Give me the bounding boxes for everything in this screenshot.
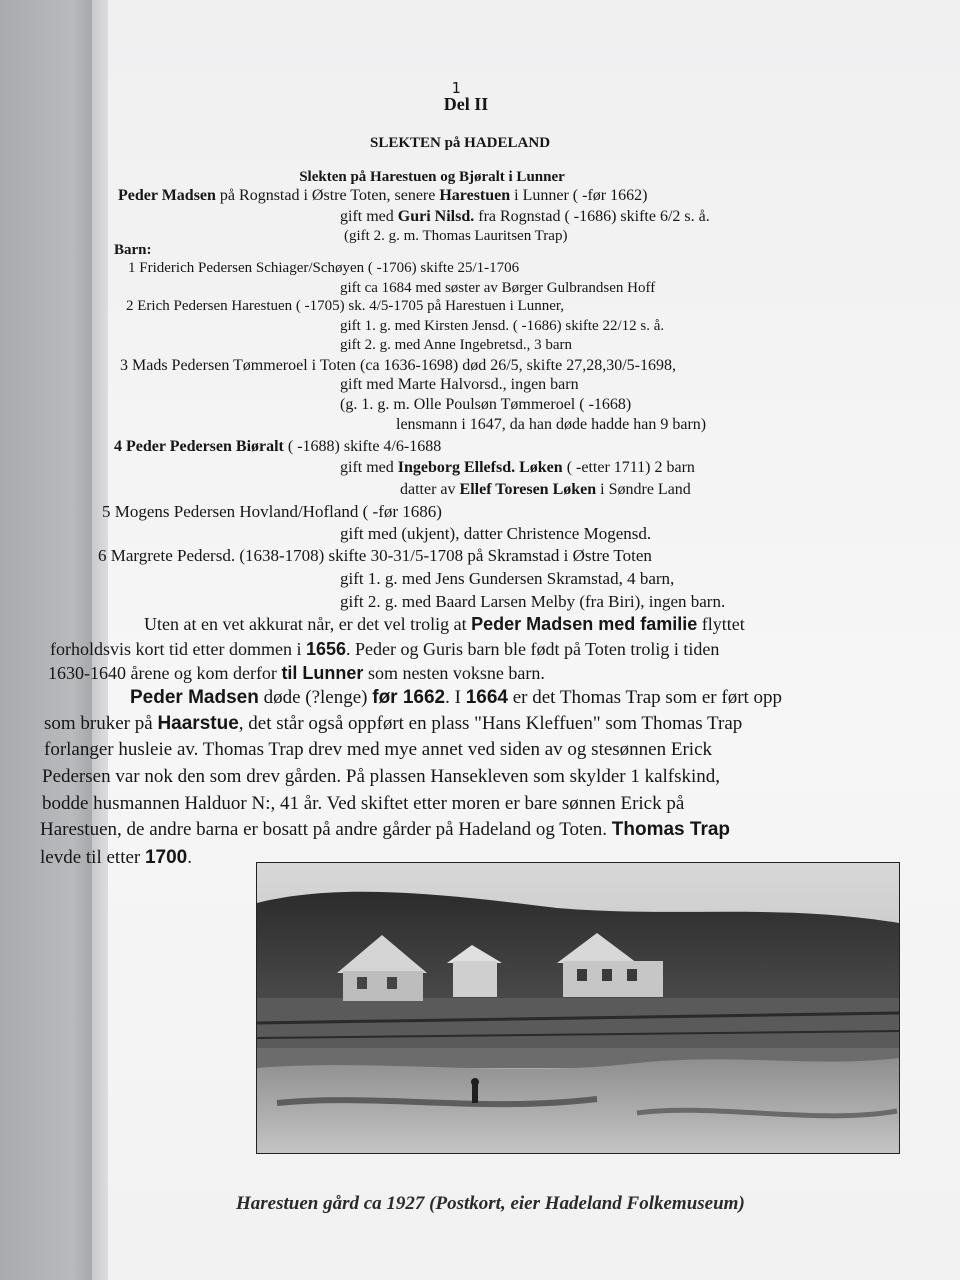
- text: i Lunner ( -før 1662): [510, 187, 648, 204]
- child-3: 3 Mads Pedersen Tømmeroel i Toten (ca 1636-1698) død 26/5, skifte 27,28,30/5-1698,: [120, 357, 676, 374]
- child-4: [114, 438, 441, 456]
- part-heading: Del II: [443, 94, 489, 114]
- child-3-detail-1: gift med Marte Halvorsd., ingen barn: [340, 376, 579, 393]
- text: ( -etter 1711) 2 barn: [562, 459, 695, 476]
- text: Peder Madsen: [130, 687, 259, 708]
- child-4-detail-1: [340, 459, 695, 477]
- para-2-line-2: [44, 714, 742, 735]
- text: på Rognstad i Østre Toten, senere: [215, 187, 440, 204]
- section-heading: Slekten på Harestuen og Bjøralt i Lunner: [299, 169, 565, 185]
- name-ellef-toresen-loken: Ellef Toresen Løken: [459, 481, 597, 498]
- text: som bruker på: [44, 713, 158, 734]
- text: . Peder og Guris barn ble født på Toten trolig i tiden: [346, 639, 720, 659]
- text: Harestuen, de andre barna er bosatt på andre gårder på Hadeland og Toten.: [40, 819, 612, 840]
- barn-label: Barn:: [114, 242, 152, 258]
- head-line-1: [118, 187, 647, 205]
- text: er det Thomas Trap som er ført opp: [507, 687, 783, 708]
- text: .: [187, 847, 193, 868]
- text: 1630-1640 årene og kom derfor: [48, 663, 282, 683]
- child-2-detail-2: gift 2. g. med Anne Ingebretsd., 3 barn: [340, 337, 573, 353]
- text: datter av: [400, 481, 460, 498]
- text: som nesten voksne barn.: [363, 663, 545, 683]
- child-3-detail-2: (g. 1. g. m. Olle Poulsøn Tømmeroel ( -1668): [340, 396, 632, 413]
- text: Thomas Trap: [611, 819, 731, 840]
- farm-photograph: [256, 862, 900, 1154]
- head-line-3: (gift 2. g. m. Thomas Lauritsen Trap): [344, 228, 568, 244]
- para-2-line-5: bodde husmannen Halduor N:, 41 år. Ved skiftet etter moren er bare sønnen Erick på: [42, 793, 685, 814]
- text: gift med: [340, 459, 398, 476]
- para-1-line-3: [48, 664, 545, 684]
- child-1: 1 Friderich Pedersen Schiager/Schøyen ( -1706) skifte 25/1-1706: [128, 260, 520, 276]
- child-5: 5 Mogens Pedersen Hovland/Hofland ( -før 1686): [102, 502, 442, 521]
- photo-caption: Harestuen gård ca 1927 (Postkort, eier Hadeland Folkemuseum): [236, 1193, 745, 1214]
- text: gift med: [340, 208, 398, 225]
- text: . I: [445, 687, 466, 708]
- text: før 1662: [372, 687, 446, 708]
- text: 1664: [465, 687, 508, 708]
- child-6-detail-2: gift 2. g. med Baard Larsen Melby (fra Biri), ingen barn.: [340, 592, 726, 611]
- para-2-line-6: [40, 820, 730, 841]
- text: 1656: [305, 639, 347, 659]
- para-1-line-1: [144, 615, 745, 635]
- farm-photo-graphic: [257, 863, 899, 1153]
- text: Haarstue: [157, 713, 239, 734]
- text: Uten at en vet akkurat når, er det vel trolig at: [144, 614, 472, 634]
- child-3-detail-3: lensmann i 1647, da han døde hadde han 9 barn): [396, 416, 707, 433]
- head-line-2: [340, 208, 710, 226]
- child-6-detail-1: gift 1. g. med Jens Gundersen Skramstad, 4 barn,: [340, 569, 675, 588]
- child-6: 6 Margrete Pedersd. (1638-1708) skifte 30-31/5-1708 på Skramstad i Østre Toten: [98, 546, 652, 565]
- text: 1700: [144, 847, 188, 868]
- text: , det står også oppført en plass "Hans Kleffuen" som Thomas Trap: [238, 713, 743, 734]
- name-peder-pedersen-bioralt: 4 Peder Pedersen Biøralt: [114, 438, 284, 455]
- name-peder-madsen: Peder Madsen: [118, 187, 216, 204]
- child-2-detail-1: gift 1. g. med Kirsten Jensd. ( -1686) skifte 22/12 s. å.: [340, 318, 665, 334]
- para-2-line-3: forlanger husleie av. Thomas Trap drev med mye annet ved siden av og stesønnen Erick: [44, 739, 712, 760]
- place-harestuen: Harestuen: [439, 187, 511, 204]
- text: til Lunner: [281, 663, 364, 683]
- name-guri-nilsd: Guri Nilsd.: [397, 208, 475, 225]
- para-2-line-7: [40, 848, 192, 869]
- text: Peder Madsen med familie: [471, 614, 698, 634]
- text: forholdsvis kort tid etter dommen i: [50, 639, 306, 659]
- para-1-line-2: [50, 640, 719, 660]
- para-2-line-4: Pedersen var nok den som drev gården. På plassen Hansekleven som skylder 1 kalfskind,: [42, 766, 721, 787]
- book-page: [40, 0, 960, 1280]
- text: ( -1688) skifte 4/6-1688: [283, 438, 442, 455]
- chapter-heading: SLEKTEN på HADELAND: [369, 135, 551, 151]
- child-5-detail: gift med (ukjent), datter Christence Mogensd.: [340, 524, 652, 543]
- child-1-detail: gift ca 1684 med søster av Børger Gulbrandsen Hoff: [340, 280, 656, 296]
- page-number: 1: [451, 79, 461, 97]
- text: flyttet: [697, 614, 745, 634]
- child-4-detail-2: [400, 481, 691, 499]
- para-2-line-1: [130, 688, 782, 709]
- name-ingeborg-ellefsd: Ingeborg Ellefsd. Løken: [397, 459, 563, 476]
- child-2: 2 Erich Pedersen Harestuen ( -1705) sk. 4/5-1705 på Harestuen i Lunner,: [126, 298, 565, 314]
- text: fra Rognstad ( -1686) skifte 6/2 s. å.: [474, 208, 710, 225]
- text: i Søndre Land: [596, 481, 691, 498]
- text: levde til etter: [40, 847, 145, 868]
- text: døde (?lenge): [258, 687, 373, 708]
